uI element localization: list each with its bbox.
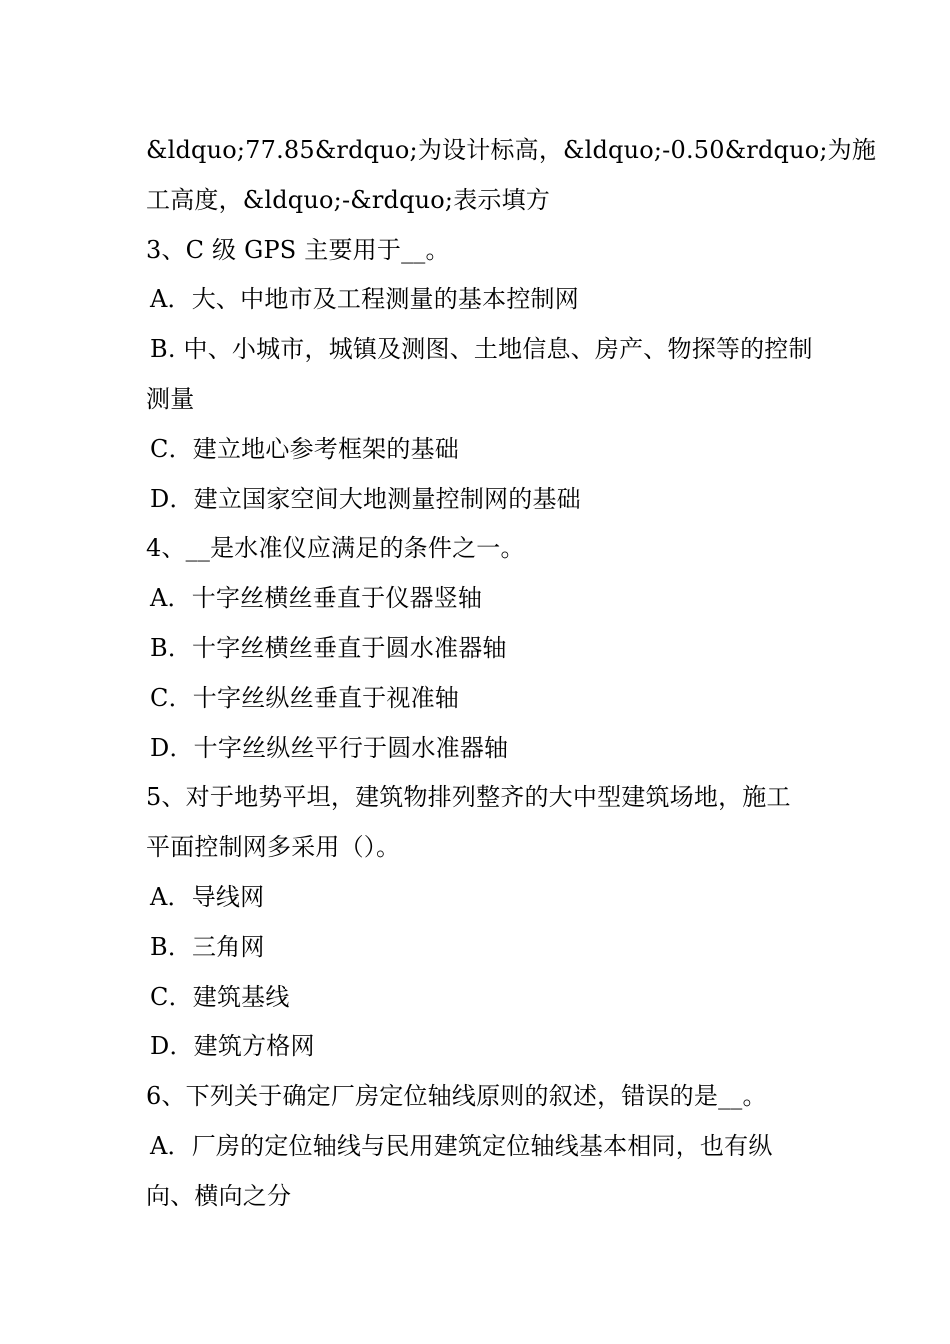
question-5-option-a: A．导线网: [150, 882, 265, 911]
question-5-option-d: D．建筑方格网: [150, 1032, 315, 1061]
question-3-option-b: B. 中、小城市，城镇及测图、土地信息、房产、物探等的控制: [150, 335, 813, 364]
question-5-option-c: C．建筑基线: [150, 982, 290, 1011]
question-4-option-a: A．十字丝横丝垂直于仪器竖轴: [150, 584, 483, 613]
question-3-option-c: C．建立地心参考框架的基础: [150, 434, 459, 463]
question-4-option-d: D．十字丝纵丝平行于圆水准器轴: [150, 733, 509, 762]
question-5-option-b: B．三角网: [150, 932, 265, 961]
text-line: &ldquo;77.85&rdquo;为设计标高，&ldquo;-0.50&rdquo;为施: [146, 136, 877, 164]
question-6-option-a: A．厂房的定位轴线与民用建筑定位轴线基本相同，也有纵: [150, 1131, 773, 1160]
question-3-option-a: A．大、中地市及工程测量的基本控制网: [150, 285, 579, 314]
question-6: 6、下列关于确定厂房定位轴线原则的叙述，错误的是__。: [146, 1082, 767, 1111]
question-3: 3、C 级 GPS 主要用于__。: [146, 235, 450, 264]
document-body: [146, 126, 877, 1222]
text-line: 向、横向之分: [146, 1181, 292, 1210]
question-5: 5、对于地势平坦，建筑物排列整齐的大中型建筑场地，施工: [146, 783, 791, 812]
text-line: 测量: [146, 384, 195, 413]
question-3-option-d: D．建立国家空间大地测量控制网的基础: [150, 484, 581, 513]
question-4: 4、__是水准仪应满足的条件之一。: [146, 534, 525, 563]
text-line: 平面控制网多采用（）。: [146, 833, 401, 862]
question-4-option-c: C．十字丝纵丝垂直于视准轴: [150, 683, 459, 712]
text-line: 工高度，&ldquo;-&rdquo;表示填方: [146, 185, 551, 214]
question-4-option-b: B．十字丝横丝垂直于圆水准器轴: [150, 633, 507, 662]
